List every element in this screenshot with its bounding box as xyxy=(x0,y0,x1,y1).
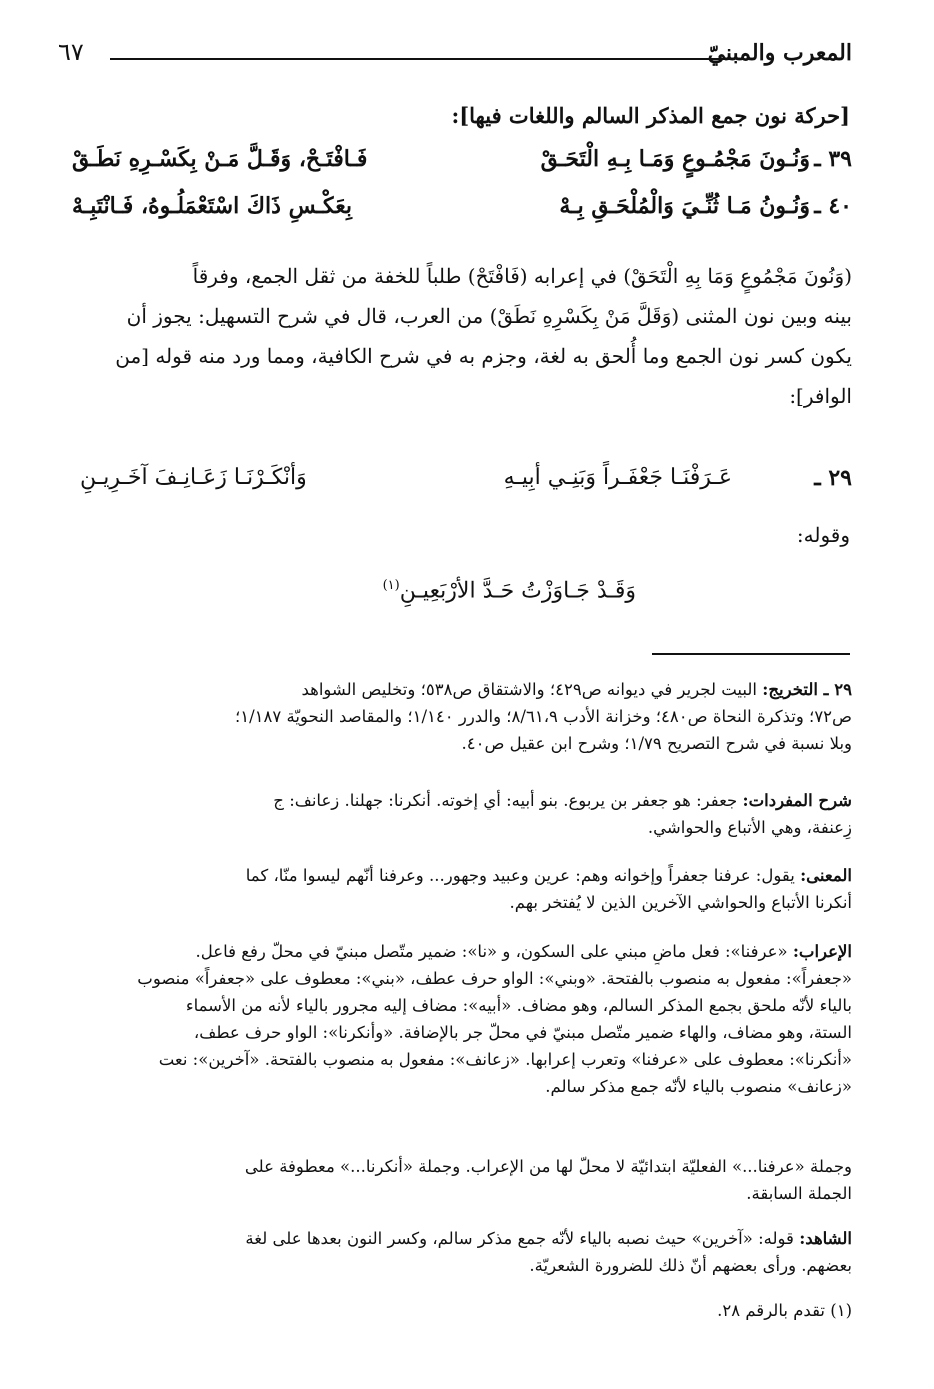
footnote-line: أنكرنا الأتباع والحواشي الآخرين الذين لا يُفتخر بهم. xyxy=(509,893,852,912)
footnote-label: شرح المفردات: xyxy=(742,791,852,810)
footnote-line: وجملة «عرفنا...» الفعليّة ابتدائيّة لا محلّ لها من الإعراب. وجملة «أنكرنا...» معطوفة على xyxy=(244,1157,852,1176)
section-title: [حركة نون جمع المذكر السالم واللغات فيها]: xyxy=(451,103,850,128)
footnote-meaning xyxy=(72,862,852,916)
verse-number: ٢٩ ـ xyxy=(814,465,852,491)
verse-first-hemistich: عَـرَفْنَـا جَعْفَـراً وَبَنِـي أبِيـهِ xyxy=(503,465,732,490)
footnote-takhrij xyxy=(72,676,852,757)
page-header xyxy=(58,34,852,74)
half-verse xyxy=(383,578,636,603)
explanation-line: (وَنُونَ مَجْمُوعٍ وَمَا بِهِ الْتَحَقْ) في إعرابه (فَافْتَحْ) طلباً للخفة من ثقل الجمع، وفرقاً xyxy=(192,264,852,288)
verse-second-hemistich: وَأنْكَـرْنَـا زَعَـانِـفَ آخَـرِيـنِ xyxy=(80,465,307,490)
footnote-label: ٢٩ ـ التخريج: xyxy=(762,680,852,699)
footnote-text: قوله: «آخرين» حيث نصبه بالياء لأنّه جمع مذكر سالم، وكسر النون بعدها على لغة xyxy=(245,1229,794,1248)
and-his-saying: وقوله: xyxy=(796,523,850,547)
header-rule xyxy=(110,58,730,60)
verse-first-hemistich: وَنُـونَ مَجْمُـوعٍ وَمَـا بِـهِ الْتَحَـقْ xyxy=(540,146,810,172)
footnote-label: المعنى: xyxy=(800,866,852,885)
quoted-verse-29 xyxy=(72,465,852,505)
footnote-line: وبلا نسبة في شرح التصريح ١/٧٩؛ وشرح ابن عقيل ص٤٠. xyxy=(461,734,852,753)
footnote-vocabulary xyxy=(72,787,852,841)
footnote-parsing xyxy=(72,938,852,1100)
verse-number: ٤٠ ـ xyxy=(814,193,852,219)
footnote-label: الشاهد: xyxy=(799,1229,852,1248)
footnote-line xyxy=(72,787,852,814)
explanation-line: يكون كسر نون الجمع وما أُلحق به لغة، وجزم به في شرح الكافية، ومما ورد منه قوله [من xyxy=(115,344,852,368)
footnote-line: زِعنفة، وهي الأتباع والحواشي. xyxy=(647,818,852,837)
footnote-line: ص٧٢؛ وتذكرة النحاة ص٤٨٠؛ وخزانة الأدب ٨/٦١،٩؛ والدرر ١/١٤٠؛ والمقاصد النحويّة ١/١٨٧؛ xyxy=(234,707,852,726)
verse-40 xyxy=(72,193,852,233)
footnote-line: بالياء لأنّه ملحق بجمع المذكر السالم، وهو مضاف. «أبيه»: مضاف إليه مجرور بالياء لأنه من الأسماء xyxy=(185,996,852,1015)
explanation-paragraph xyxy=(72,256,852,416)
footnote-line: (١) تقدم بالرقم ٢٨. xyxy=(717,1301,852,1320)
footnote-sentences xyxy=(72,1153,852,1207)
footnote-line: الجملة السابقة. xyxy=(746,1184,852,1203)
footnote-line: الستة، وهو مضاف، والهاء ضمير متّصل مبنيّ في محلّ جر بالإضافة. «وأنكرنا»: الواو حرف عطف، xyxy=(193,1023,852,1042)
footnote-line: «زعانف» منصوب بالياء لأنّه جمع مذكر سالم. xyxy=(545,1077,852,1096)
verse-second-hemistich: بِعَكْـسِ ذَاكَ اسْتَعْمَلُـوهُ، فَـانْتَبِـهْ xyxy=(72,193,352,219)
footnote-line: بعضهم. ورأى بعضهم أنّ ذلك للضرورة الشعريّة. xyxy=(529,1256,852,1275)
footnote-label: الإعراب: xyxy=(792,942,852,961)
explanation-line: بينه وبين نون المثنى (وَقَلَّ مَنْ بِكَسْرِهِ نَطَقْ) من العرب، قال في شرح التسهيل: يجوز أن xyxy=(126,304,852,328)
footnote-note-1 xyxy=(72,1297,852,1324)
footnote-text: يقول: عرفنا جعفراً وإخوانه وهم: عرين وعبيد وجهور... وعرفنا أنّهم ليسوا منّا، كما xyxy=(245,866,795,885)
verse-number: ٣٩ ـ xyxy=(814,146,852,172)
footnote-line xyxy=(72,1225,852,1252)
explanation-line: الوافر]: xyxy=(789,384,852,408)
verse-39 xyxy=(72,146,852,186)
footnote-line xyxy=(72,938,852,965)
footnote-separator xyxy=(652,653,850,655)
footnote-evidence xyxy=(72,1225,852,1279)
verse-second-hemistich: فَـافْتَـحْ، وَقَـلَّ مَـنْ بِكَسْـرِهِ نَطَـقْ xyxy=(72,146,368,172)
footnote-text: «عرفنا»: فعل ماضٍ مبني على السكون، و «نا»: ضمير متّصل مبنيّ في محلّ رفع فاعل. xyxy=(195,942,788,961)
verse-first-hemistich: وَنُـونُ مَـا ثُنِّـيَ وَالْمُلْحَـقِ بِـهْ xyxy=(559,193,810,219)
footnote-text: جعفر: هو جعفر بن يربوع. بنو أبيه: أي إخوته. أنكرنا: جهلنا. زعانف: ج xyxy=(273,791,738,810)
footnote-line: «جعفراً»: مفعول به منصوب بالفتحة. «وبني»: الواو حرف عطف، «بني»: معطوف على «جعفراً» منصوب xyxy=(137,969,852,988)
running-title: المعرب والمبنيّ xyxy=(707,40,852,66)
page-number: ٦٧ xyxy=(58,38,84,66)
footnote-text: البيت لجرير في ديوانه ص٤٢٩؛ والاشتقاق ص٥٣٨؛ وتخليص الشواهد xyxy=(301,680,757,699)
half-verse-text: وَقَـدْ جَـاوَزْتُ حَـدَّ الأرْبَعِيـنِ xyxy=(399,578,636,604)
footnote-line xyxy=(72,676,852,703)
footnote-line xyxy=(72,862,852,889)
footnote-marker: (١) xyxy=(382,578,400,593)
footnote-line: «أنكرنا»: معطوف على «عرفنا» وتعرب إعرابها. «زعانف»: مفعول به منصوب بالفتحة. «آخرين»: نعت xyxy=(158,1050,852,1069)
